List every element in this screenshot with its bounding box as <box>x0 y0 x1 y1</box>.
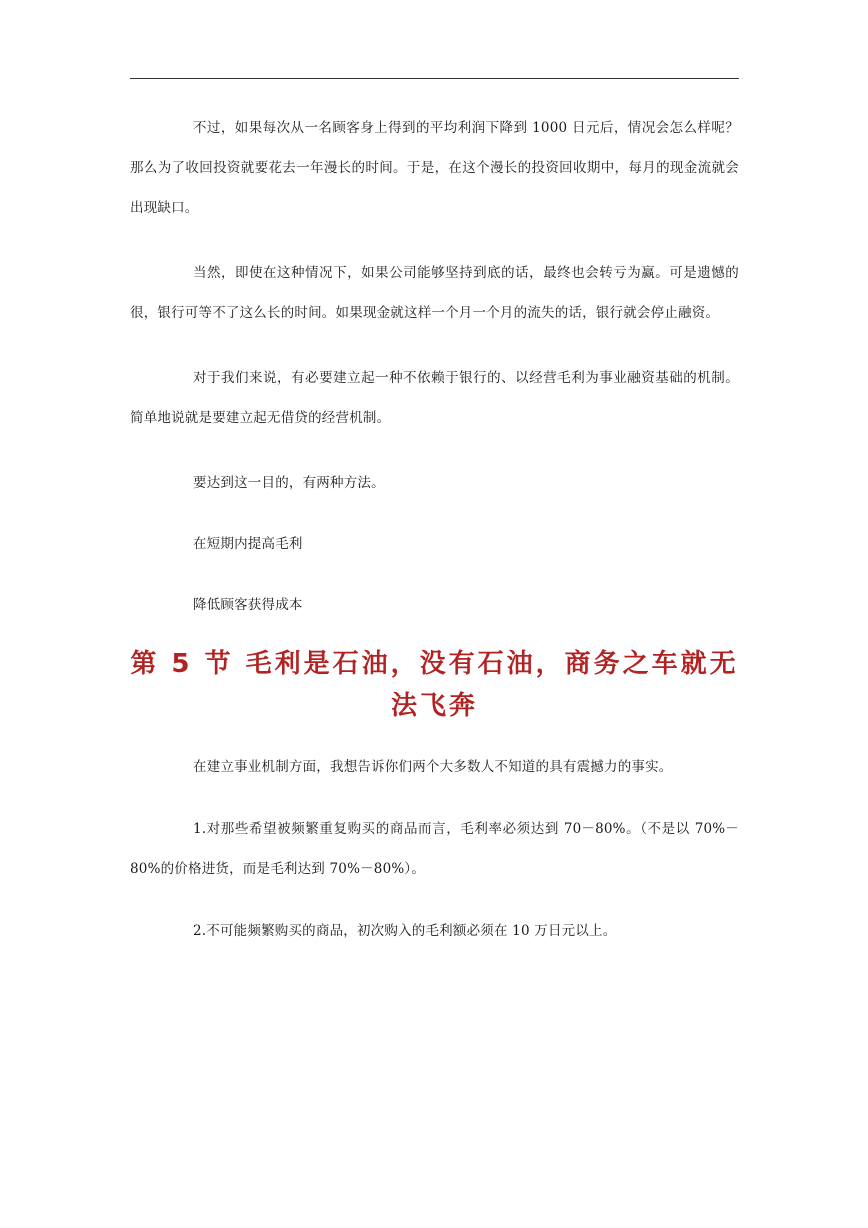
body-paragraph: 对于我们来说，有必要建立起一种不依赖于银行的、以经营毛利为事业融资基础的机制。简单地说就是要建立起无借贷的经营机制。 <box>130 370 739 426</box>
page-content <box>130 108 739 951</box>
body-paragraph: 要达到这一目的，有两种方法。 <box>193 475 385 491</box>
header-rule <box>130 78 739 79</box>
body-paragraph: 在建立事业机制方面，我想告诉你们两个大多数人不知道的具有震撼力的事实。 <box>193 759 673 775</box>
method-item: 在短期内提高毛利 <box>193 536 303 552</box>
numbered-fact: 2.不可能频繁购买的商品，初次购入的毛利额必须在 10 万日元以上。 <box>193 923 617 939</box>
section-heading: 第 5 节 毛利是石油，没有石油，商务之车就无法飞奔 <box>130 649 739 721</box>
body-paragraph: 不过，如果每次从一名顾客身上得到的平均利润下降到 1000 日元后，情况会怎么样呢？那么为了收回投资就要花去一年漫长的时间。于是，在这个漫长的投资回收期中，每月的现金流就会出现缺口。 <box>130 120 739 216</box>
body-paragraph: 当然，即使在这种情况下，如果公司能够坚持到底的话，最终也会转亏为赢。可是遗憾的很，银行可等不了这么长的时间。如果现金就这样一个月一个月的流失的话，银行就会停止融资。 <box>130 265 739 321</box>
method-item: 降低顾客获得成本 <box>193 597 303 613</box>
numbered-fact: 1.对那些希望被频繁重复购买的商品而言，毛利率必须达到 70－80%。（不是以 70%－80%的价格进货，而是毛利达到 70%－80%）。 <box>130 821 739 877</box>
